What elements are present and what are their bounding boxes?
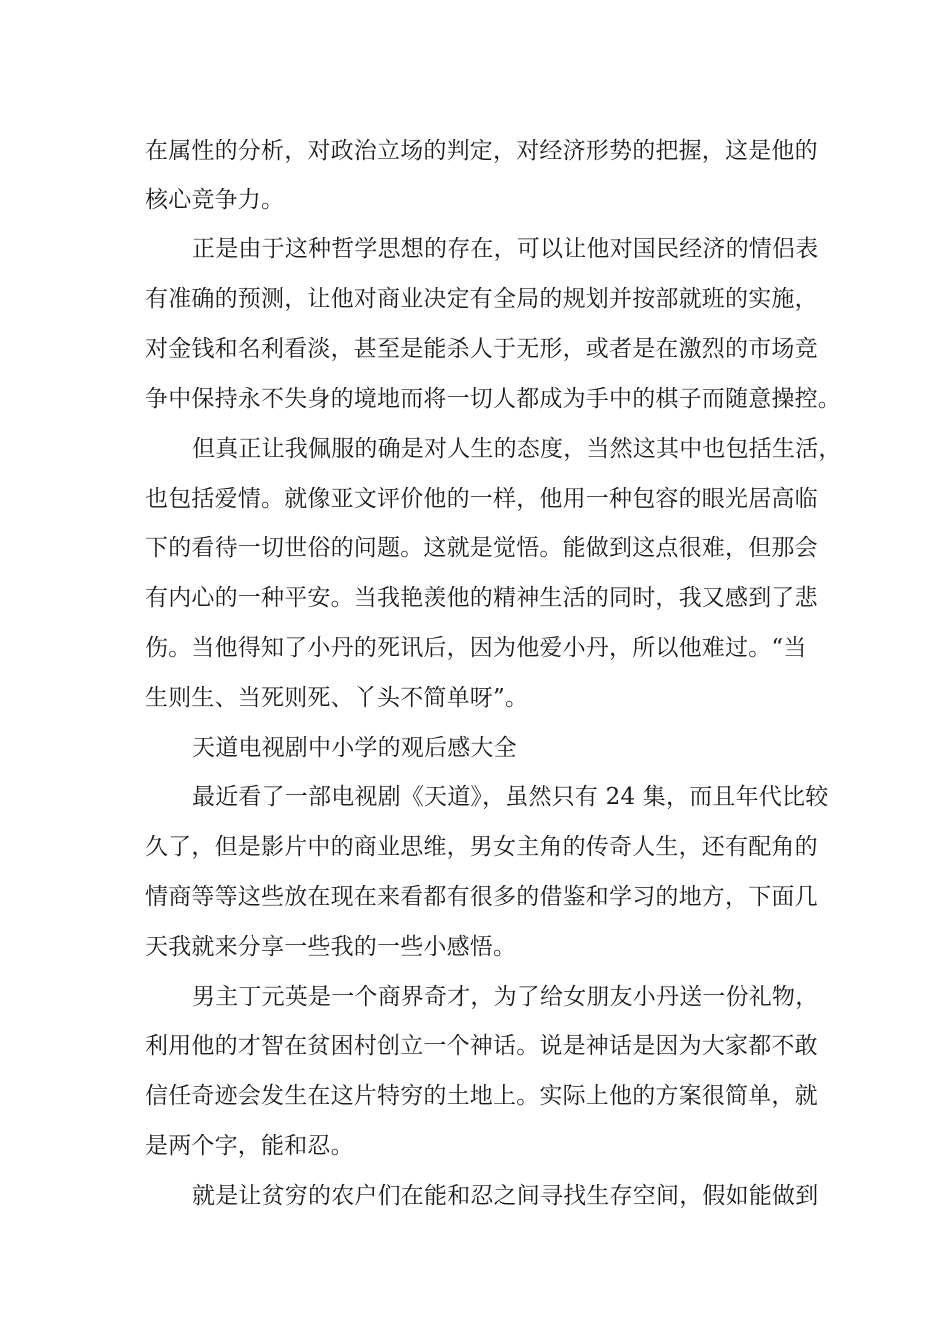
text-line: 核心竞争力。 [145,187,285,213]
text-line: 生则生、当死则死、丫头不简单呀”。 [145,685,529,711]
text-line: 争中保持永不失身的境地而将一切人都成为手中的棋子而随意操控。 [145,386,841,412]
text-line: 有准确的预测，让他对商业决定有全局的规划并按部就班的实施， [145,286,818,312]
text-line: 在属性的分析，对政治立场的判定，对经济形势的把握，这是他的 [145,138,818,164]
paragraph-first-line: 正是由于这种哲学思想的存在，可以让他对国民经济的情侣表 [192,236,819,262]
text-line: 下的看待一切世俗的问题。这就是觉悟。能做到这点很难，但那会 [145,535,818,561]
text-line: 天我就来分享一些我的一些小感悟。 [145,934,517,960]
text-line: 信任奇迹会发生在这片特穷的土地上。实际上他的方案很简单，就 [145,1083,818,1109]
text-line: 是两个字，能和忍。 [145,1133,354,1159]
text-line: 情商等等这些放在现在来看都有很多的借鉴和学习的地方，下面几 [145,884,818,910]
text-line: 利用他的才智在贫困村创立一个神话。说是神话是因为大家都不敢 [145,1033,818,1059]
text-line: 也包括爱情。就像亚文评价他的一样，他用一种包容的眼光居高临 [145,486,818,512]
text-line: 久了，但是影片中的商业思维，男女主角的传奇人生，还有配角的 [145,834,818,860]
text-line: 伤。当他得知了小丹的死讯后，因为他爱小丹，所以他难过。“当 [145,635,807,661]
paragraph-first-line: 但真正让我佩服的确是对人生的态度，当然这其中也包括生活， [192,436,842,462]
text-line: 对金钱和名利看淡，甚至是能杀人于无形，或者是在激烈的市场竞 [145,336,818,362]
paragraph-first-line: 男主丁元英是一个商界奇才，为了给女朋友小丹送一份礼物， [192,984,819,1010]
paragraph-first-line: 就是让贫穷的农户们在能和忍之间寻找生存空间，假如能做到 [192,1183,819,1209]
text-line: 有内心的一种平安。当我艳羡他的精神生活的同时，我又感到了悲 [145,585,818,611]
paragraph-first-line: 最近看了一部电视剧《天道》，虽然只有 24 集，而且年代比较 [192,784,829,810]
section-heading: 天道电视剧中小学的观后感大全 [192,735,517,761]
